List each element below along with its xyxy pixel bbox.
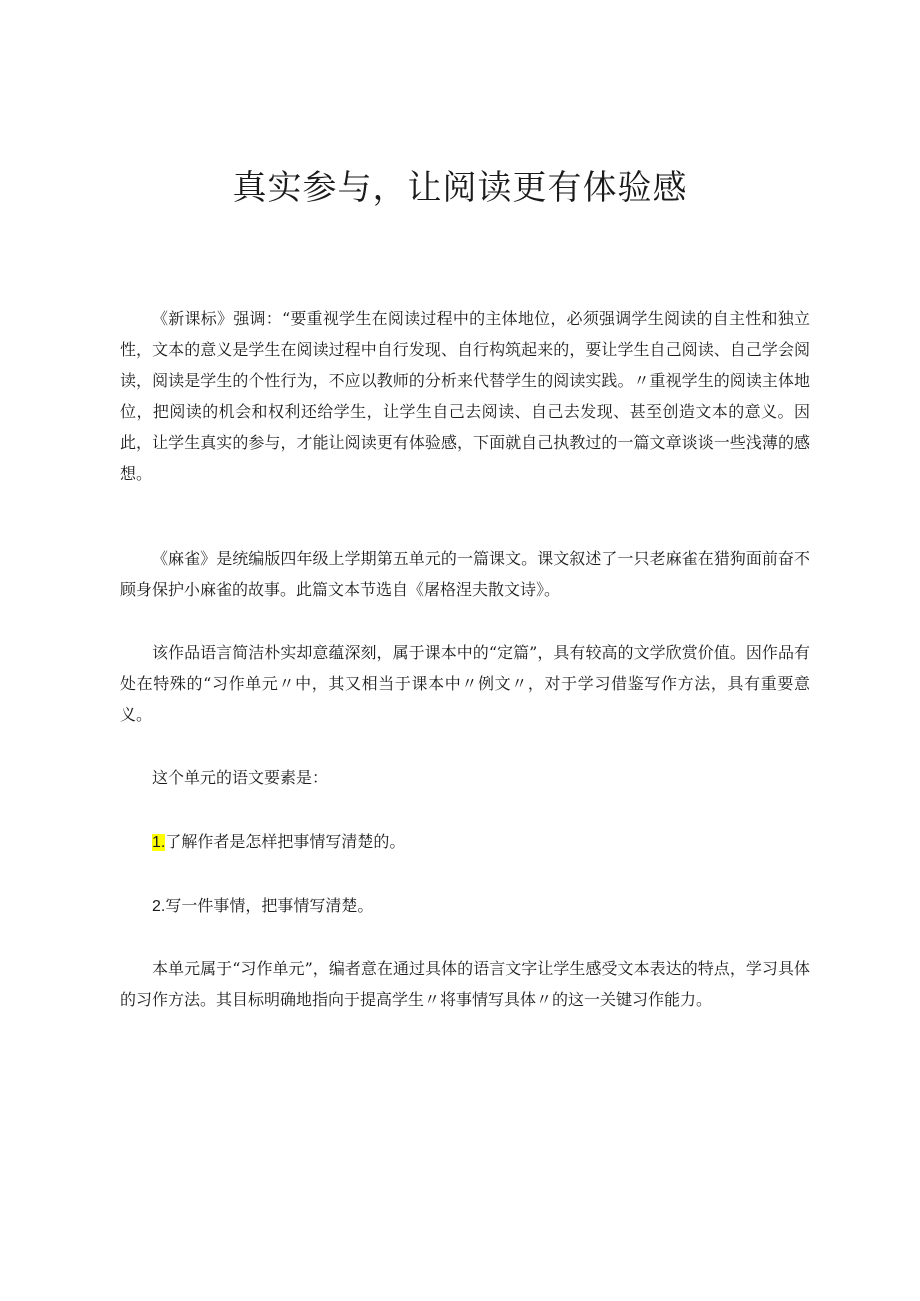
paragraph-unit-elements: 这个单元的语文要素是：: [152, 768, 329, 787]
document-title: 真实参与，让阅读更有体验感: [232, 168, 688, 208]
paragraph-work-value: 该作品语言简洁朴实却意蕴深刻，属于课本中的“定篇”，具有较高的文学欣赏价值。因作品有处在特殊的“习作单元〃中，其又相当于课本中〃例文〃，对于学习借鉴写作方法，具有重要意义。: [120, 643, 810, 724]
list-number: 1.: [152, 834, 166, 851]
paragraph-intro: 《新课标》强调：“要重视学生在阅读过程中的主体地位，必须强调学生阅读的自主性和独立性，文本的意义是学生在阅读过程中自行发现、自行构筑起来的，要让学生自己阅读、自己学会阅读，阅读是学生的个性行为，不应以教师的分析来代替学生的阅读实践。〃重视学生的阅读主体地位，把阅读的机会和权利还给学生，让学生自己去阅读、自己去发现、甚至创造文本的意义。因此，让学生真实的参与，才能让阅读更有体验感，下面就自己执教过的一篇文章谈谈一些浅薄的感想。: [120, 309, 810, 483]
list-text: 了解作者是怎样把事情写清楚的。: [165, 832, 406, 851]
list-item: [120, 890, 810, 922]
list-number: 2.: [152, 898, 166, 915]
list-text: 写一件事情，把事情写清楚。: [165, 896, 374, 915]
list-item: [120, 826, 810, 858]
paragraph-closing: 本单元属于“习作单元”，编者意在通过具体的语言文字让学生感受文本表达的特点，学习具体的习作方法。其目标明确地指向于提高学生〃将事情写具体〃的这一关键习作能力。: [120, 959, 810, 1009]
paragraph-lesson-intro: 《麻雀》是统编版四年级上学期第五单元的一篇课文。课文叙述了一只老麻雀在猎狗面前奋不顾身保护小麻雀的故事。此篇文本节选自《屠格涅夫散文诗》。: [120, 549, 810, 599]
